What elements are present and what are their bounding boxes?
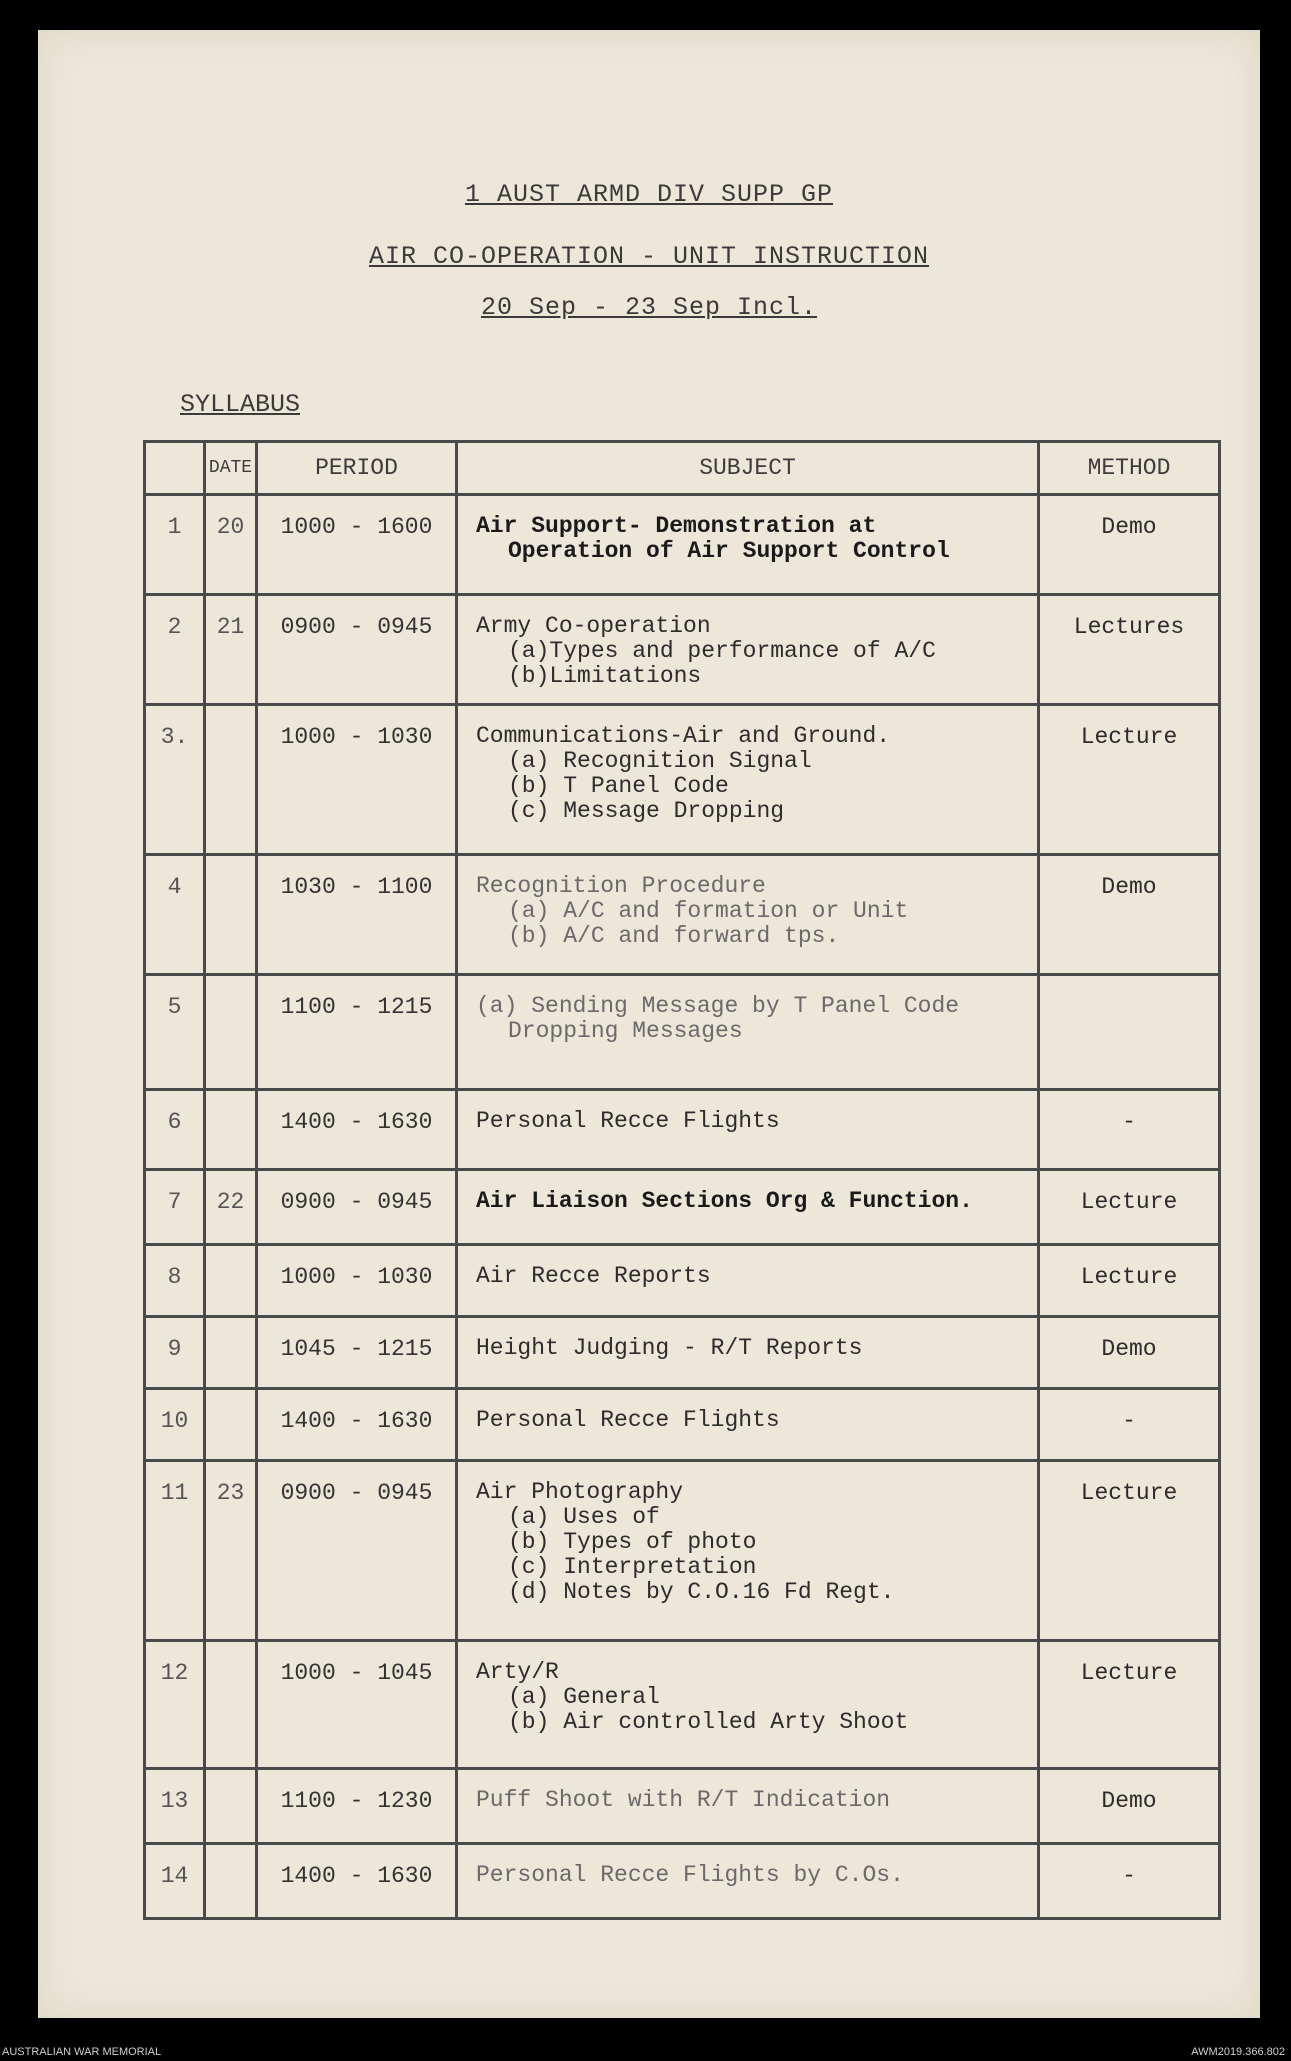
column-header-date: DATE [205, 442, 257, 495]
row-number-cell: 9 [145, 1317, 205, 1389]
row-subject-cell [457, 975, 1039, 1090]
row-subject-cell [457, 705, 1039, 855]
column-header-period: PERIOD [257, 442, 457, 495]
row-period-cell: 1400 - 1630 [257, 1844, 457, 1919]
row-date-cell [205, 1090, 257, 1170]
subject-subitem: (a) Uses of [508, 1504, 660, 1530]
table-row [145, 1641, 1220, 1769]
row-method-cell: Demo [1039, 1769, 1220, 1844]
row-number-cell: 1 [145, 495, 205, 595]
subject-subitem: (d) Notes by C.O.16 Fd Regt. [508, 1579, 895, 1605]
row-number-cell: 4 [145, 855, 205, 975]
row-method-cell: - [1039, 1090, 1220, 1170]
table-row [145, 1245, 1220, 1317]
subject-title: Air Support- Demonstration at [476, 513, 877, 539]
table-row [145, 1170, 1220, 1245]
row-period-cell: 1000 - 1030 [257, 705, 457, 855]
subject-subitem: Dropping Messages [508, 1018, 743, 1044]
syllabus-label: SYLLABUS [180, 390, 301, 419]
subject-title: Height Judging - R/T Reports [476, 1335, 863, 1361]
table-row [145, 855, 1220, 975]
subject-subitem: (a) General [508, 1684, 660, 1710]
table-row [145, 495, 1220, 595]
row-period-cell: 0900 - 0945 [257, 1461, 457, 1641]
row-period-cell: 1000 - 1045 [257, 1641, 457, 1769]
table-row [145, 1769, 1220, 1844]
table-row [145, 1389, 1220, 1461]
row-period-cell: 0900 - 0945 [257, 595, 457, 705]
table-row [145, 1090, 1220, 1170]
row-number-cell: 14 [145, 1844, 205, 1919]
row-number-cell: 6 [145, 1090, 205, 1170]
subject-title: Personal Recce Flights [476, 1407, 780, 1433]
row-date-cell [205, 975, 257, 1090]
row-subject-cell [457, 1317, 1039, 1389]
subject-subitem: Operation of Air Support Control [508, 538, 950, 564]
column-header-no [145, 442, 205, 495]
subject-title: Personal Recce Flights by C.Os. [476, 1862, 904, 1888]
row-method-cell: Lecture [1039, 1461, 1220, 1641]
row-period-cell: 1400 - 1630 [257, 1090, 457, 1170]
row-subject-cell [457, 1769, 1039, 1844]
subject-title: Communications-Air and Ground. [476, 723, 891, 749]
footer-accession-number: AWM2019.366.802 [1191, 2046, 1285, 2058]
subject-title: Personal Recce Flights [476, 1108, 780, 1134]
row-method-cell: Lecture [1039, 705, 1220, 855]
row-subject-cell [457, 1389, 1039, 1461]
subject-subitem: (c) Message Dropping [508, 798, 785, 824]
subject-subitem: (b) T Panel Code [508, 773, 729, 799]
table-row [145, 975, 1220, 1090]
subject-title: Air Photography [476, 1479, 684, 1505]
table-row [145, 1461, 1220, 1641]
instruction-title: AIR CO-OPERATION - UNIT INSTRUCTION [368, 242, 930, 271]
row-number-cell: 2 [145, 595, 205, 705]
table-row [145, 1317, 1220, 1389]
row-method-cell [1039, 975, 1220, 1090]
subject-title: Air Liaison Sections Org & Function. [476, 1188, 973, 1214]
row-subject-cell [457, 1245, 1039, 1317]
footer-credit: AUSTRALIAN WAR MEMORIAL [2, 2046, 162, 2058]
row-number-cell: 13 [145, 1769, 205, 1844]
subject-subitem: (a) A/C and formation or Unit [508, 898, 909, 924]
subject-subitem: (a)Types and performance of A/C [508, 638, 936, 664]
row-subject-cell [457, 1090, 1039, 1170]
row-period-cell: 1000 - 1600 [257, 495, 457, 595]
row-number-cell: 5 [145, 975, 205, 1090]
row-method-cell: Lecture [1039, 1245, 1220, 1317]
row-date-cell [205, 705, 257, 855]
row-subject-cell [457, 855, 1039, 975]
row-date-cell: 20 [205, 495, 257, 595]
subject-subitem: (b)Limitations [508, 663, 702, 689]
column-header-method: METHOD [1039, 442, 1220, 495]
row-number-cell: 10 [145, 1389, 205, 1461]
row-period-cell: 1030 - 1100 [257, 855, 457, 975]
row-date-cell [205, 1844, 257, 1919]
row-method-cell: Lecture [1039, 1641, 1220, 1769]
row-method-cell: Demo [1039, 1317, 1220, 1389]
row-method-cell: Lecture [1039, 1170, 1220, 1245]
row-date-cell [205, 855, 257, 975]
column-header-subject: SUBJECT [457, 442, 1039, 495]
row-period-cell: 1045 - 1215 [257, 1317, 457, 1389]
row-subject-cell [457, 1641, 1039, 1769]
row-date-cell [205, 1769, 257, 1844]
row-date-cell [205, 1317, 257, 1389]
row-date-cell [205, 1389, 257, 1461]
subject-title: Air Recce Reports [476, 1263, 711, 1289]
table-row [145, 595, 1220, 705]
row-method-cell: Demo [1039, 495, 1220, 595]
date-range: 20 Sep - 23 Sep Incl. [480, 293, 818, 322]
row-date-cell: 22 [205, 1170, 257, 1245]
row-period-cell: 1100 - 1215 [257, 975, 457, 1090]
row-subject-cell [457, 495, 1039, 595]
subject-title: Recognition Procedure [476, 873, 766, 899]
row-method-cell: - [1039, 1389, 1220, 1461]
row-date-cell: 21 [205, 595, 257, 705]
row-number-cell: 12 [145, 1641, 205, 1769]
subject-subitem: (b) Air controlled Arty Shoot [508, 1709, 909, 1735]
subject-subitem: (a) Recognition Signal [508, 748, 812, 774]
row-method-cell: Lectures [1039, 595, 1220, 705]
unit-heading: 1 AUST ARMD DIV SUPP GP [464, 180, 834, 209]
row-period-cell: 1100 - 1230 [257, 1769, 457, 1844]
row-period-cell: 1000 - 1030 [257, 1245, 457, 1317]
row-period-cell: 1400 - 1630 [257, 1389, 457, 1461]
syllabus-table [143, 440, 1221, 1920]
row-subject-cell [457, 595, 1039, 705]
row-subject-cell [457, 1170, 1039, 1245]
row-method-cell: - [1039, 1844, 1220, 1919]
row-method-cell: Demo [1039, 855, 1220, 975]
row-period-cell: 0900 - 0945 [257, 1170, 457, 1245]
subject-title: (a) Sending Message by T Panel Code [476, 993, 960, 1019]
row-date-cell [205, 1641, 257, 1769]
table-body [145, 495, 1220, 1919]
table-header-row [145, 442, 1220, 495]
subject-subitem: (b) Types of photo [508, 1529, 757, 1555]
subject-subitem: (b) A/C and forward tps. [508, 923, 840, 949]
row-number-cell: 11 [145, 1461, 205, 1641]
subject-title: Army Co-operation [476, 613, 711, 639]
row-subject-cell [457, 1461, 1039, 1641]
row-date-cell: 23 [205, 1461, 257, 1641]
subject-subitem: (c) Interpretation [508, 1554, 757, 1580]
row-subject-cell [457, 1844, 1039, 1919]
subject-title: Puff Shoot with R/T Indication [476, 1787, 891, 1813]
row-number-cell: 7 [145, 1170, 205, 1245]
subject-title: Arty/R [476, 1659, 559, 1685]
table-row [145, 1844, 1220, 1919]
table-row [145, 705, 1220, 855]
row-number-cell: 3. [145, 705, 205, 855]
row-date-cell [205, 1245, 257, 1317]
row-number-cell: 8 [145, 1245, 205, 1317]
